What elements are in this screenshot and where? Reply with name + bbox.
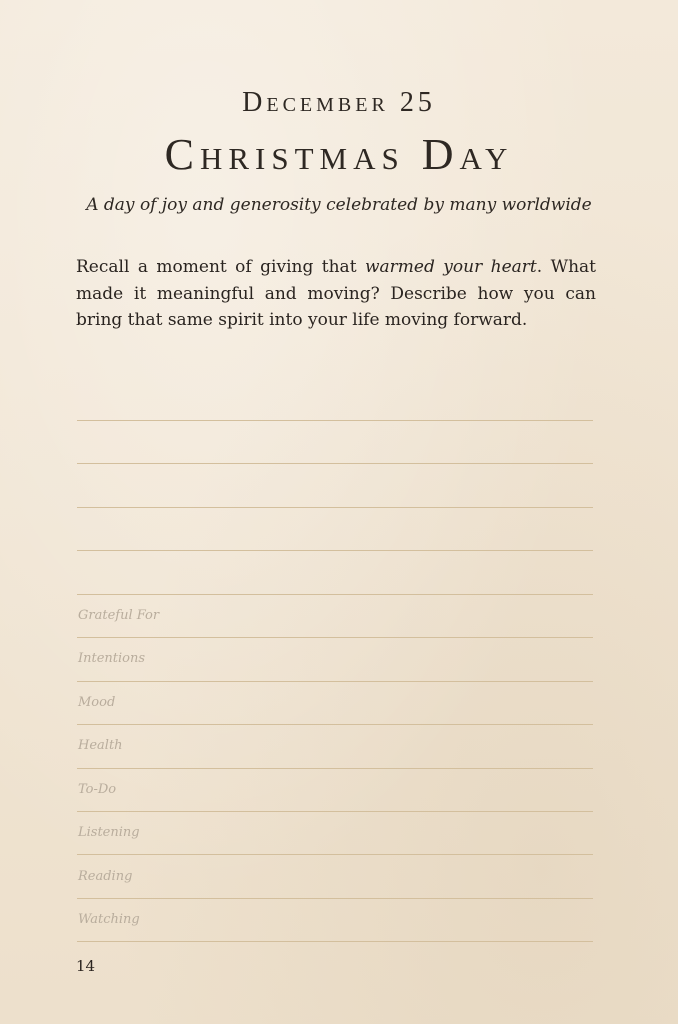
page-title: Christmas Day [164,130,514,179]
field-label-grateful-for: Grateful For [78,608,160,623]
field-line-listening[interactable] [77,854,593,855]
writing-line[interactable] [77,507,593,508]
field-line-reading[interactable] [77,898,593,899]
writing-line[interactable] [77,420,593,421]
prompt-emphasis: warmed your heart [364,257,537,277]
field-line-to-do[interactable] [77,811,593,812]
prompt-text-start: Recall a moment of giving that [76,257,365,277]
date-heading: December 25 [242,87,436,118]
writing-line[interactable] [77,594,593,595]
field-line-watching[interactable] [77,941,593,942]
prompt-text-end: . What made it meaningful and moving? Describe how you can bring that same spirit into your life moving forward. [76,257,597,330]
writing-line[interactable] [77,550,593,551]
page-subtitle: A day of joy and generosity celebrated by many worldwide [86,195,592,215]
writing-line[interactable] [77,463,593,464]
field-label-intentions: Intentions [78,651,146,666]
field-label-health: Health [78,738,123,753]
field-label-listening: Listening [78,825,140,840]
field-label-mood: Mood [78,695,116,710]
field-line-intentions[interactable] [77,681,593,682]
field-label-reading: Reading [78,869,133,884]
field-line-mood[interactable] [77,724,593,725]
field-label-watching: Watching [78,912,140,927]
field-line-health[interactable] [77,768,593,769]
page-number: 14 [76,957,96,975]
field-label-to-do: To-Do [78,782,117,797]
field-line-grateful-for[interactable] [77,637,593,638]
journal-prompt [76,254,596,334]
